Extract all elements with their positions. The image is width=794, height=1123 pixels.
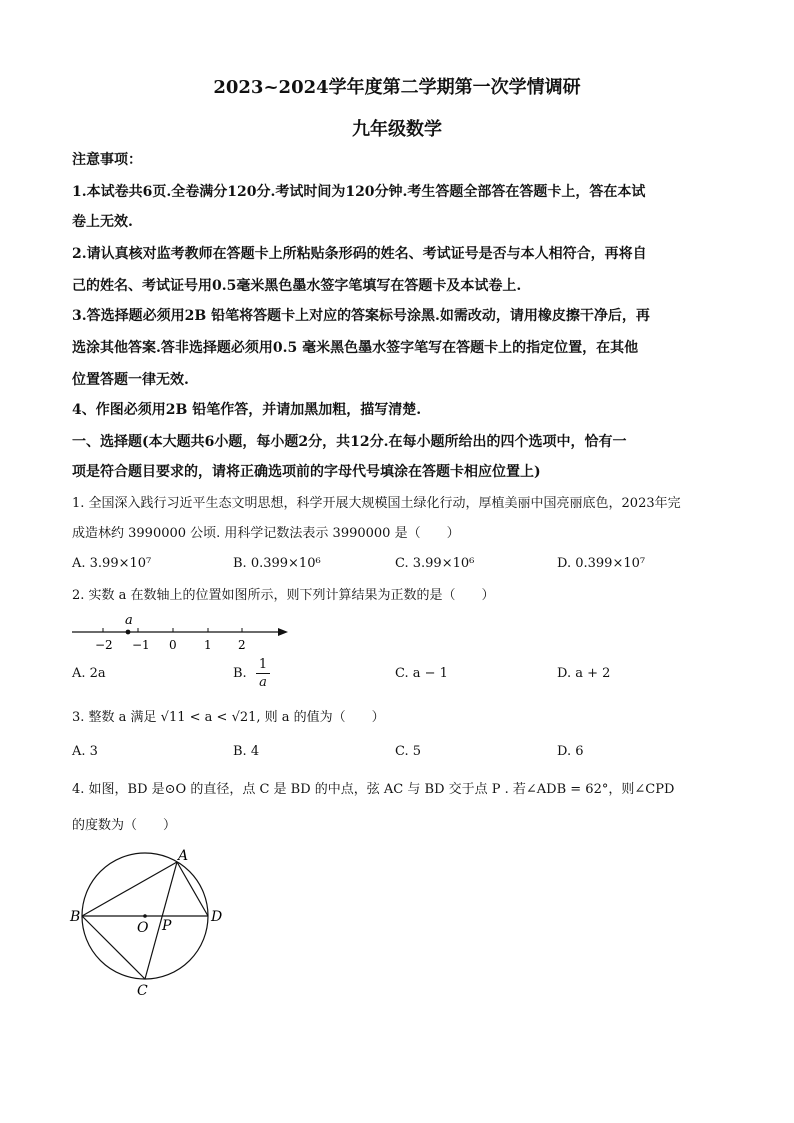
point-a-label: a — [125, 613, 133, 628]
notes-line-5: 3.答选择题必须用2B 铅笔将答题卡上对应的答案标号涂黑.如需改动，请用橡皮擦干净后，再 — [72, 308, 650, 324]
section1-line-1: 一、选择题(本大题共6小题，每小题2分，共12分.在每小题所给出的四个选项中，恰有一 — [72, 434, 627, 450]
label-d: D — [211, 909, 223, 925]
notes-line-1: 1.本试卷共6页.全卷满分120分.考试时间为120分钟.考生答题全部答在答题卡上，答在本试 — [72, 184, 646, 200]
label-b: B — [70, 909, 81, 925]
q4-stem-line-1: 4. 如图，BD 是⊙O 的直径，点 C 是 BD 的中点，弦 AC 与 BD 交于点 P . 若∠ADB = 62°，则∠CPD — [72, 782, 675, 797]
tick-label-1: 1 — [204, 638, 212, 652]
notes-line-4: 己的姓名、考试证号用0.5毫米黑色墨水签字笔填写在答题卡及本试卷上. — [72, 278, 522, 294]
tick-label-0: 0 — [169, 638, 177, 652]
point-a-dot — [126, 630, 131, 635]
notes-heading: 注意事项： — [72, 152, 142, 168]
q4-stem-line-2: 的度数为（ ） — [72, 818, 177, 833]
center-o-dot — [143, 914, 147, 918]
q1-option-b: B. 0.399×10⁶ — [233, 556, 321, 571]
notes-line-7: 位置答题一律无效. — [72, 372, 189, 388]
q3-stem: 3. 整数 a 满足 √11 < a < √21, 则 a 的值为（ ） — [72, 710, 385, 725]
fraction-numerator: 1 — [258, 657, 268, 672]
exam-title: 2023~2024学年度第二学期第一次学情调研 — [213, 77, 581, 98]
q2-stem: 2. 实数 a 在数轴上的位置如图所示，则下列计算结果为正数的是（ ） — [72, 588, 495, 603]
number-line-figure — [70, 612, 300, 656]
q1-stem-line-2: 成造林约 3990000 公顷. 用科学记数法表示 3990000 是（ ） — [72, 526, 460, 541]
q3-option-d: D. 6 — [557, 744, 584, 759]
label-o: O — [137, 920, 149, 936]
q2-option-b: B. — [233, 666, 247, 681]
section1-line-2: 项是符合题目要求的，请将正确选项前的字母代号填涂在答题卡相应位置上) — [72, 464, 541, 480]
tick-label-neg2: −2 — [95, 638, 113, 652]
q3-option-c: C. 5 — [395, 744, 422, 759]
chord-ba — [82, 862, 177, 916]
label-a: A — [178, 848, 189, 864]
q1-stem-line-1: 1. 全国深入践行习近平生态文明思想，科学开展大规模国土绿化行动，厚植美丽中国亮丽底色，2023年完 — [72, 496, 681, 511]
exam-subtitle: 九年级数学 — [352, 119, 442, 140]
q3-option-a: A. 3 — [72, 744, 98, 759]
q1-option-d: D. 0.399×10⁷ — [557, 556, 646, 571]
label-p: P — [162, 918, 172, 934]
q1-option-a: A. 3.99×10⁷ — [72, 556, 152, 571]
chord-bc — [82, 916, 145, 979]
number-line-arrow-icon — [278, 628, 288, 636]
q3-option-b: B. 4 — [233, 744, 260, 759]
chord-ac — [145, 862, 177, 979]
q2-option-c: C. a − 1 — [395, 666, 448, 681]
tick-label-2: 2 — [238, 638, 246, 652]
notes-line-3: 2.请认真核对监考教师在答题卡上所粘贴条形码的姓名、考试证号是否与本人相符合，再将自 — [72, 246, 647, 262]
q1-option-c: C. 3.99×10⁶ — [395, 556, 475, 571]
q2-option-d: D. a + 2 — [557, 666, 611, 681]
circle-geometry-figure — [66, 848, 236, 998]
tick-label-neg1: −1 — [132, 638, 150, 652]
notes-line-2: 卷上无效. — [72, 214, 133, 230]
fraction-denominator: a — [256, 673, 270, 691]
q2-option-b-fraction — [256, 656, 270, 691]
label-c: C — [137, 983, 148, 998]
q2-option-a: A. 2a — [72, 666, 106, 681]
notes-line-8: 4、作图必须用2B 铅笔作答，并请加黑加粗，描写清楚. — [72, 402, 422, 418]
notes-line-6: 选涂其他答案.答非选择题必须用0.5 毫米黑色墨水签字笔写在答题卡上的指定位置，在其他 — [72, 340, 639, 356]
chord-ad — [177, 862, 208, 916]
